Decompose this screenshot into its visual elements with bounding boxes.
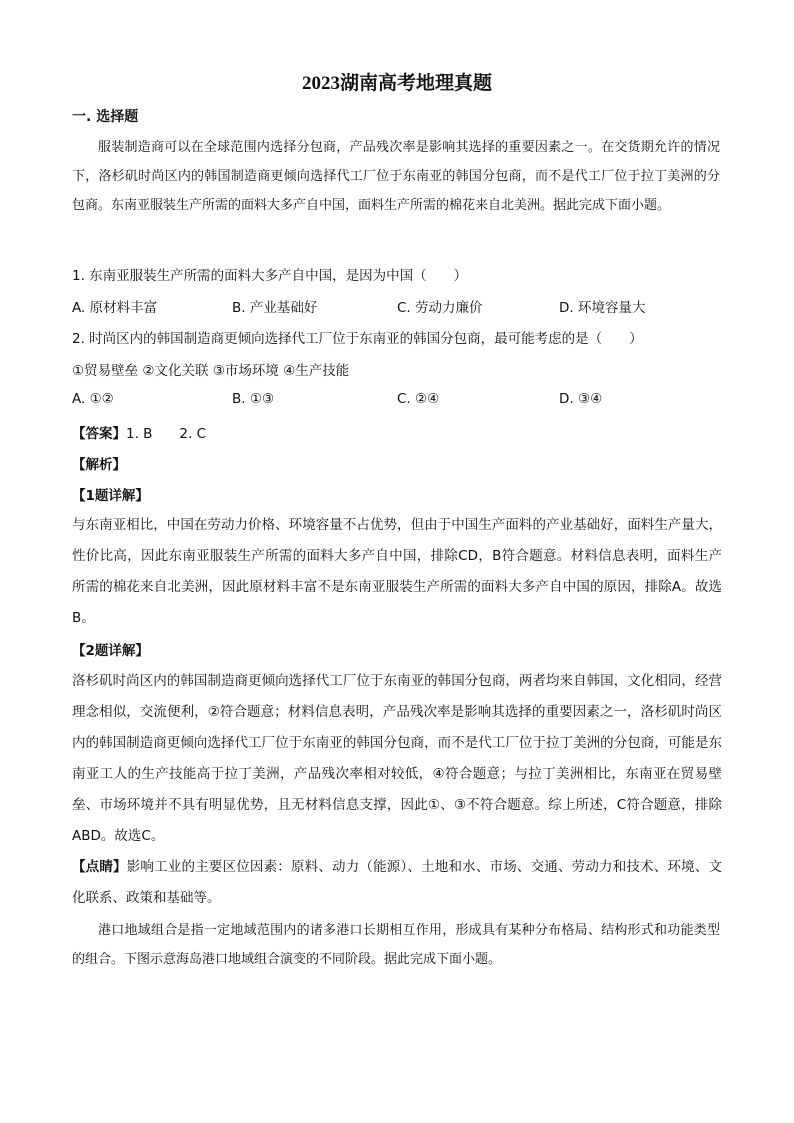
detail-1-text: 与东南亚相比，中国在劳动力价格、环境容量不占优势，但由于中国生产面料的产业基础好，面料生产量大，性价比高，因此东南亚服装生产所需的面料大多产自中国，排除CD，B符合题意。材料信息表明，面料生产所需的棉花来自北美洲，因此原材料丰富不是东南亚服装生产所需的面料大多产自中国的原因，排除A。故选B。 (72, 517, 722, 626)
q1-option-d: D. 环境容量大 (559, 300, 646, 316)
reading-passage-2 (72, 916, 720, 974)
answer-tag: 【答案】 (72, 426, 126, 442)
reading-passage-1 (72, 133, 720, 220)
answer-text: 1. B 2. C (126, 426, 207, 442)
tip-text: 影响工业的主要区位因素：原料、动力（能源）、土地和水、市场、交通、劳动力和技术、环境、文化联系、政策和基础等。 (72, 859, 723, 906)
analysis-tag: 【解析】 (72, 457, 126, 473)
q1-option-a: A. 原材料丰富 (72, 300, 158, 316)
answer-line (72, 422, 206, 442)
q1-option-c: C. 劳动力廉价 (397, 300, 483, 316)
detail-2-tag: 【2题详解】 (72, 643, 149, 659)
passage-2-text: 港口地域组合是指一定地域范围内的诸多港口长期相互作用，形成具有某种分布格局、结构形式和功能类型的组合。下图示意海岛港口地域组合演变的不同阶段。据此完成下面小题。 (72, 923, 720, 967)
page-title: 2023湖南高考地理真题 (301, 73, 492, 94)
question-2-stem: 2. 时尚区内的韩国制造商更倾向选择代工厂位于东南亚的韩国分包商，最可能考虑的是（ ） (72, 331, 643, 347)
q1-option-b: B. 产业基础好 (232, 300, 318, 316)
passage-1-text: 服装制造商可以在全球范围内选择分包商，产品残次率是影响其选择的重要因素之一。在交货期允许的情况下，洛杉矶时尚区内的韩国制造商更倾向选择代工厂位于东南亚的韩国分包商，而不是代工厂位于拉丁美洲的分包商。东南亚服装生产所需的面料大多产自中国，面料生产所需的棉花来自北美洲。据此完成下面小题。 (72, 140, 720, 213)
detail-1-heading (72, 484, 149, 504)
detail-2-text: 洛杉矶时尚区内的韩国制造商更倾向选择代工厂位于东南亚的韩国分包商，两者均来自韩国，文化相同，经营理念相似，交流便利，②符合题意；材料信息表明，产品残次率是影响其选择的重要因素之一，洛杉矶时尚区内的韩国制造商更倾向选择代工厂位于东南亚的韩国分包商，而不是代工厂位于拉丁美洲的分包商，可能是东南亚工人的生产技能高于拉丁美洲，产品残次率相对较低，④符合题意；与拉丁美洲相比，东南亚在贸易壁垒、市场环境并不具有明显优势，且无材料信息支撑，因此①、③不符合题意。综上所述，C符合题意，排除ABD。故选C。 (72, 673, 722, 844)
section-heading: 一. 选择题 (72, 109, 139, 125)
detail-2-heading (72, 639, 149, 659)
tip-paragraph (72, 852, 722, 914)
question-2-items: ①贸易壁垒 ②文化关联 ③市场环境 ④生产技能 (72, 363, 350, 379)
q2-option-b: B. ①③ (232, 391, 275, 407)
q2-option-c: C. ②④ (397, 391, 440, 407)
q2-option-d: D. ③④ (559, 391, 603, 407)
detail-1-tag: 【1题详解】 (72, 488, 149, 504)
tip-tag: 【点睛】 (72, 859, 127, 875)
q2-option-a: A. ①② (72, 391, 114, 407)
question-1-stem: 1. 东南亚服装生产所需的面料大多产自中国，是因为中国（ ） (72, 268, 468, 284)
analysis-heading (72, 453, 126, 473)
